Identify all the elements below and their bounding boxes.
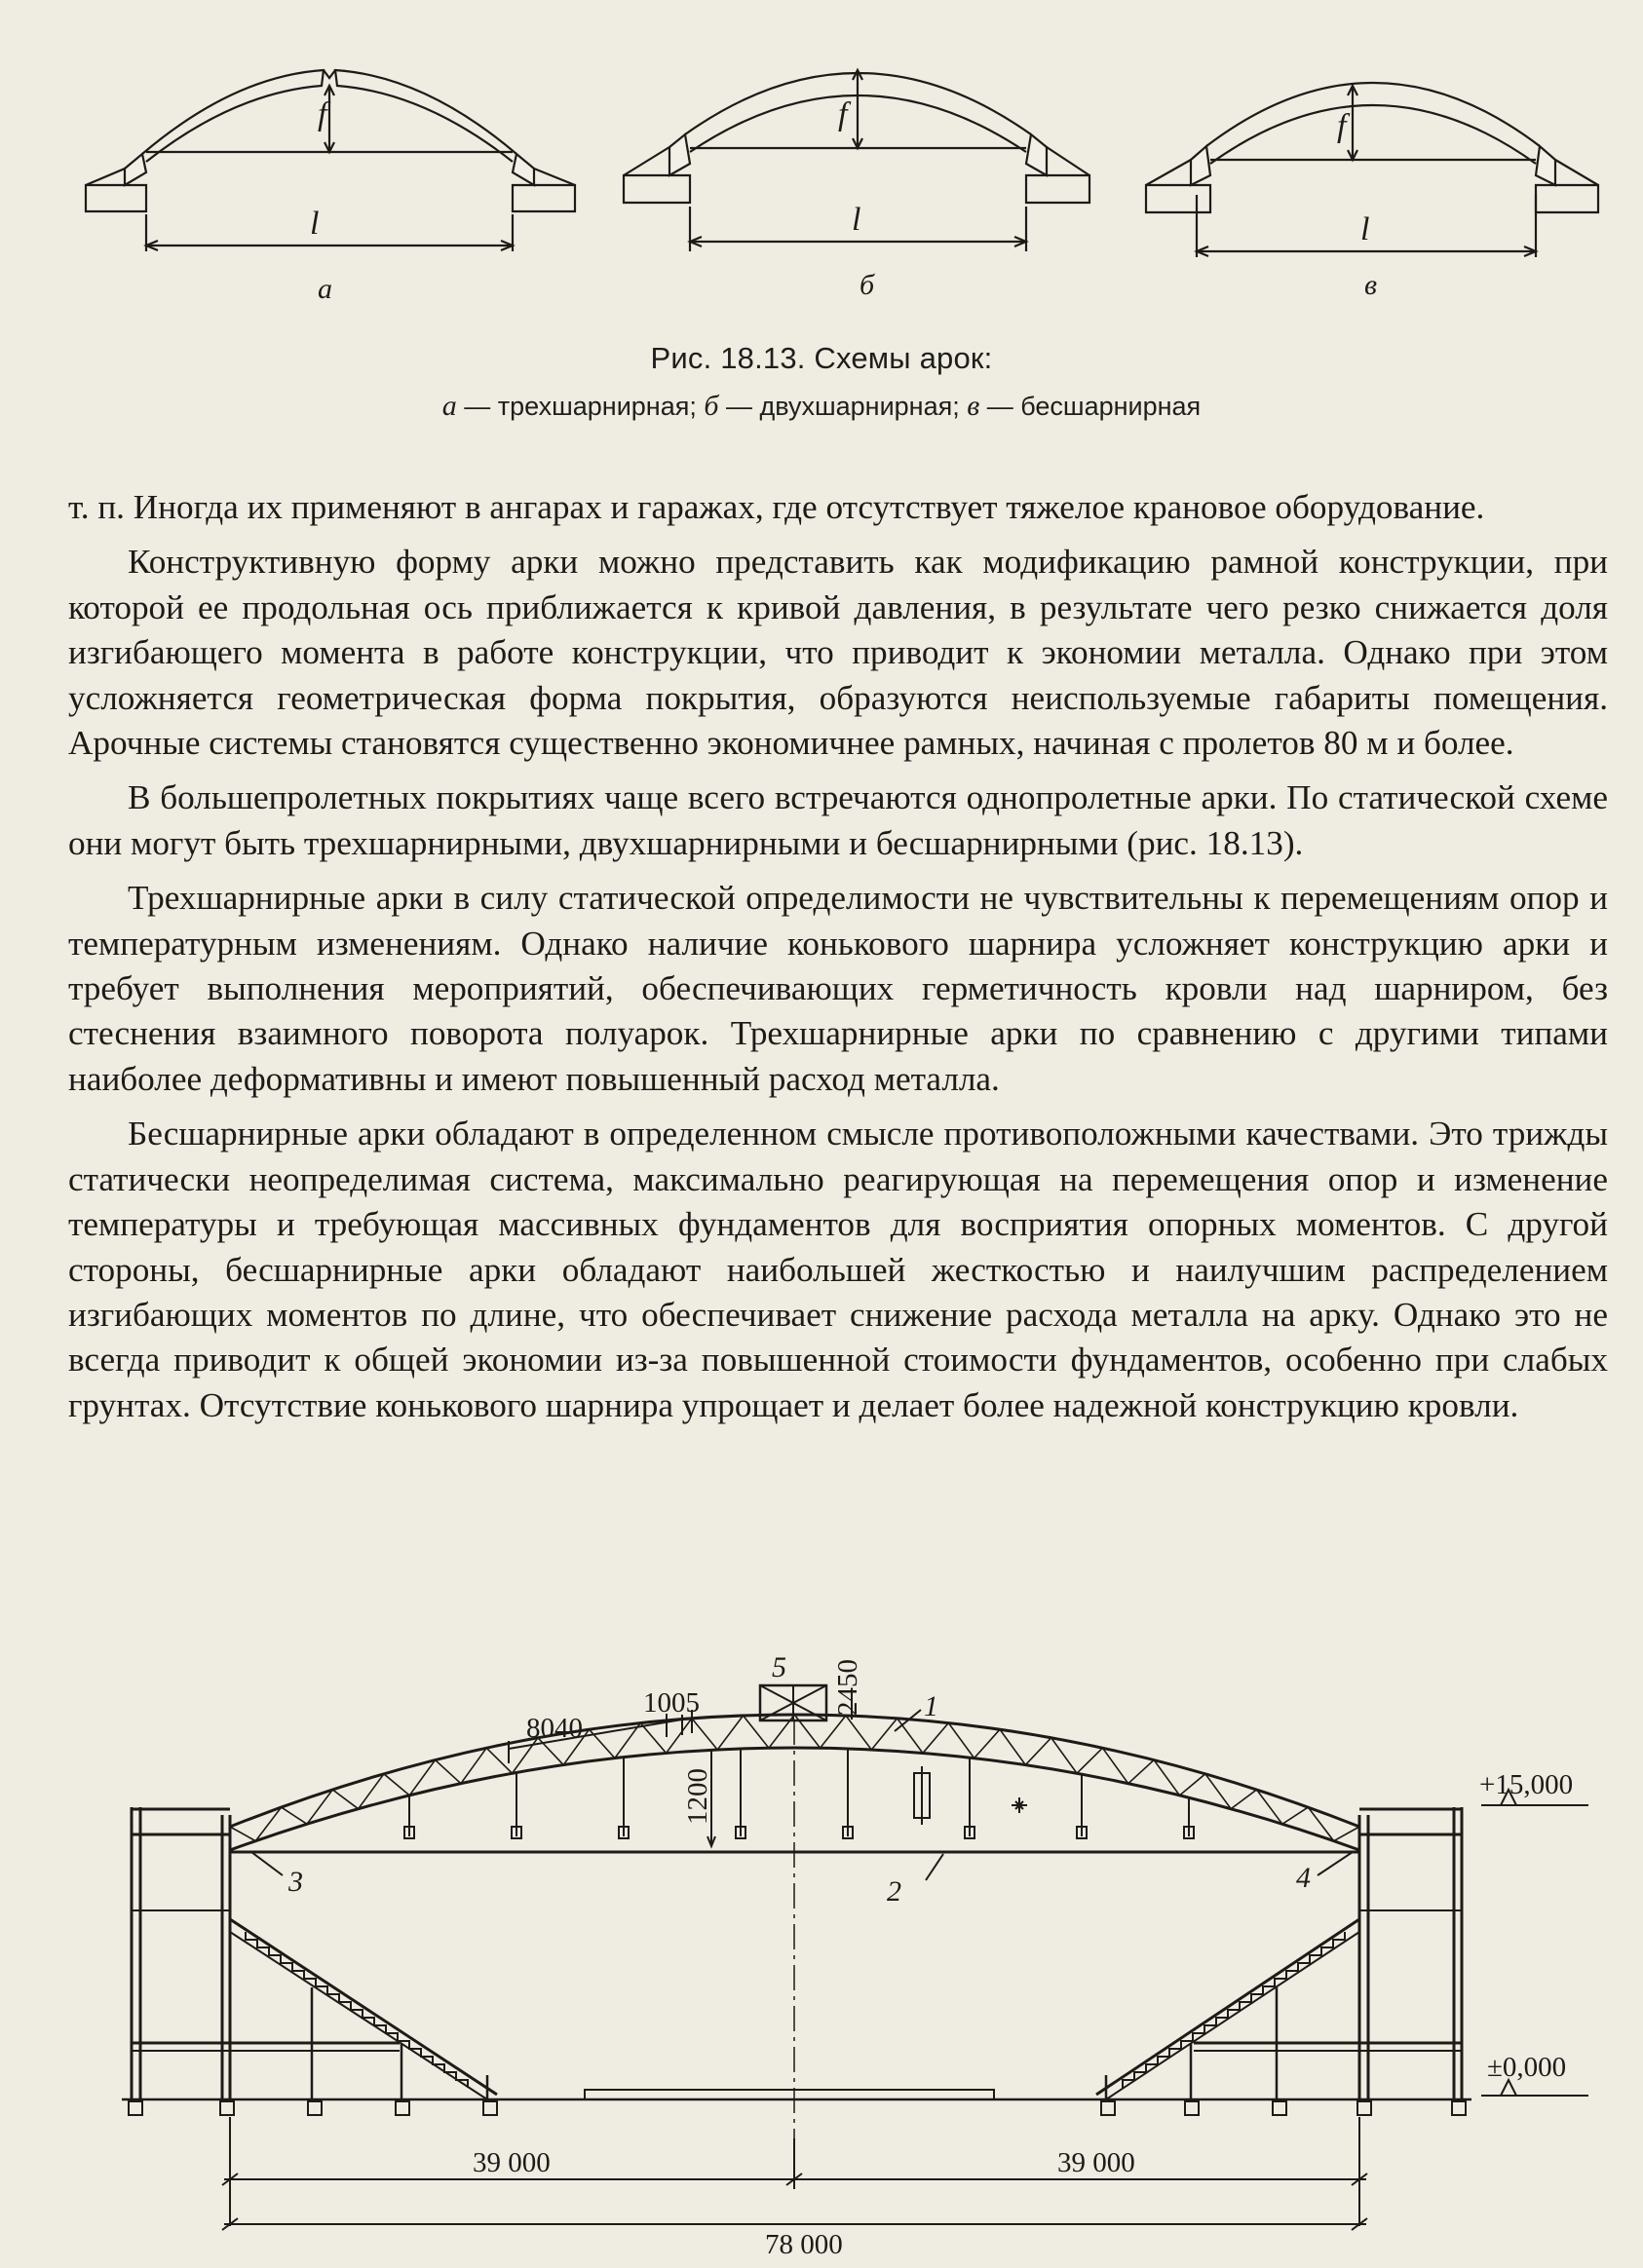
dim-depth: 1200 (682, 1768, 713, 1825)
level-zero: ±0,000 (1487, 2052, 1567, 2083)
dim-panel: 8040 (526, 1713, 583, 1744)
arch-section-drawing (0, 1651, 1643, 2268)
paragraph-5: Бесшарнирные арки обладают в определенном смысле противоположными качествами. Это трижды статически неопределимая система, максимально реагирующая на перемещения опор и изменение температуры и требующая массивных фундаментов для восприятия опорных моментов. С другой стороны, бесшарнирные арки обладают наибольшей жесткостью и наилучшим распределением изгибающих моментов по длине, что обеспечивает снижение расхода металла на арку. Однако это не всегда приводит к общей экономии из-за повышенной стоимости фундаментов, особенно при слабых грунтах. Отсутствие конькового шарнира упрощает и делает более надежной конструкцию кровли. (68, 1115, 1608, 1424)
arch-schemes-figure (0, 0, 1643, 331)
figure-caption-legend (0, 390, 1643, 423)
scheme-a-letter: а (318, 273, 332, 305)
scheme-hingeless (1146, 83, 1598, 257)
scheme-v-letter: в (1364, 269, 1378, 301)
paragraph-4: Трехшарнирные арки в силу статической определимости не чувствительны к перемещениям опор и температурным изменениям. Однако наличие конькового шарнира усложняет конструкцию арки и требует выполнения мероприятий, обеспечивающих герметичность кровли над шарниром, без стеснения взаимного поворота полуарок. Трехшарнирные арки по сравнению с другими типами наиболее деформативны и имеют повышенный расход металла. (68, 879, 1608, 1098)
hangers (404, 1749, 1194, 1838)
column-bases (129, 2101, 1466, 2115)
scheme-b-letter: б (860, 269, 875, 301)
body-text (68, 485, 1608, 1438)
legend-text-a: — трехшарнирная; (456, 392, 705, 421)
scheme-v-span-label: l (1360, 211, 1370, 247)
span-total: 78 000 (765, 2229, 843, 2260)
span-left: 39 000 (473, 2147, 551, 2178)
legend-text-v: — бесшарнирная (979, 392, 1202, 421)
level-top: +15,000 (1479, 1769, 1574, 1800)
scheme-a-rise-label: f (318, 96, 327, 132)
legend-letter-v: в (967, 390, 980, 422)
label-5: 5 (772, 1651, 786, 1683)
label-1: 1 (924, 1690, 938, 1722)
scheme-b-span-label: l (852, 202, 861, 238)
legend-text-b: — двухшарнирная; (718, 392, 968, 421)
lantern (760, 1685, 826, 1720)
scheme-v-rise-label: f (1337, 108, 1347, 144)
stage-platform (585, 2090, 994, 2099)
scheme-three-hinged (86, 70, 575, 251)
span-right: 39 000 (1057, 2147, 1135, 2178)
paragraph-2: Конструктивную форму арки можно представить как модификацию рамной конструкции, при которой ее продольная ось приближается к кривой давления, в результате чего резко снижается доля изгибающего момента в работе конструкции, что приводит к экономии металла. Однако при этом усложняется геометрическая форма покрытия, образуются неиспользуемые габариты помещения. Арочные системы становятся существенно экономичнее рамных, начиная с пролетов 80 м и более. (68, 543, 1608, 763)
dim-node: 1005 (643, 1687, 700, 1719)
legend-letter-b: б (704, 390, 719, 422)
paragraph-1: т. п. Иногда их применяют в ангарах и гаражах, где отсутствует тяжелое крановое оборудование. (68, 488, 1485, 526)
figure-caption-title: Рис. 18.13. Схемы арок: (650, 341, 993, 375)
label-2: 2 (887, 1875, 901, 1908)
legend-letter-a: а (441, 390, 457, 422)
label-4: 4 (1296, 1862, 1311, 1894)
paragraph-3: В большепролетных покрытиях чаще всего встречаются однопролетные арки. По статической схеме они могут быть трехшарнирными, двухшарнирными и бесшарнирными (рис. 18.13). (68, 778, 1608, 862)
dim-lantern: 2450 (832, 1659, 863, 1716)
scheme-a-span-label: l (310, 206, 320, 242)
label-3: 3 (288, 1866, 303, 1898)
scheme-b-rise-label: f (838, 96, 848, 132)
